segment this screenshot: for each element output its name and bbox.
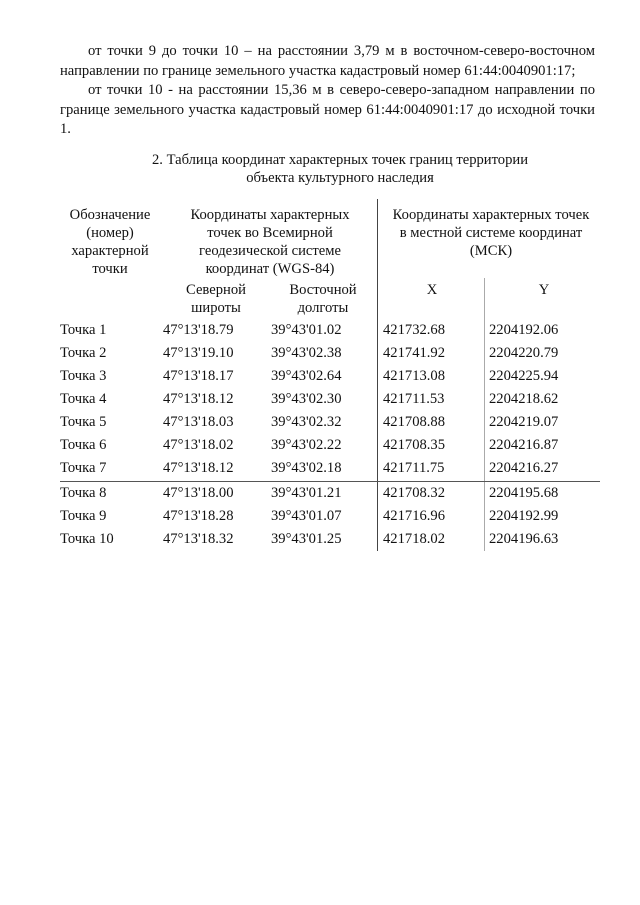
header-text: (номер): [86, 225, 134, 241]
header-text: Координаты характерных: [190, 207, 350, 223]
paragraph-line: точки 1.: [60, 101, 595, 137]
header-text: X: [426, 282, 438, 298]
paragraph-line: направлении по границе земельного участка кадастровый номер 61:44:0040901:17;: [60, 62, 576, 79]
table-row: [0, 531, 640, 554]
header-text: Восточной: [289, 282, 357, 298]
point-latitude: 47°13'18.00: [163, 485, 234, 501]
point-y: 2204220.79: [489, 345, 559, 361]
point-y: 2204192.99: [489, 508, 559, 524]
point-name: Точка 1: [60, 322, 107, 338]
point-longitude: 39°43'01.25: [271, 531, 342, 547]
point-longitude: 39°43'02.18: [271, 460, 342, 476]
table-row: [0, 368, 640, 391]
point-x: 421732.68: [383, 322, 446, 338]
point-name: Точка 4: [60, 391, 107, 407]
table-title-line: 2. Таблица координат характерных точек границ территории: [151, 152, 529, 168]
table-row: [0, 345, 640, 368]
header-msk: [380, 206, 602, 260]
point-y: 2204225.94: [489, 368, 559, 384]
point-longitude: 39°43'01.02: [271, 322, 342, 338]
point-x: 421711.75: [383, 460, 445, 476]
header-text: Координаты характерных точек: [392, 207, 590, 223]
point-x: 421708.32: [383, 485, 446, 501]
header-x: [380, 281, 484, 299]
point-latitude: 47°13'18.28: [163, 508, 234, 524]
header-text: геодезической системе: [199, 243, 341, 259]
header-text: долготы: [297, 300, 349, 316]
paragraph-line: границе земельного участка кадастровый номер 61:44:0040901:17 до исходной: [60, 101, 556, 118]
header-text: Северной: [186, 282, 246, 298]
header-latitude: [170, 281, 262, 317]
header-text: Y: [538, 282, 550, 298]
point-y: 2204192.06: [489, 322, 559, 338]
point-y: 2204216.27: [489, 460, 559, 476]
point-longitude: 39°43'02.64: [271, 368, 342, 384]
point-x: 421708.88: [383, 414, 446, 430]
table-row: [0, 485, 640, 508]
point-latitude: 47°13'18.79: [163, 322, 234, 338]
table-title-line: объекта культурного наследия: [246, 170, 434, 186]
header-y: [486, 281, 602, 299]
point-x: 421708.35: [383, 437, 446, 453]
header-longitude: [276, 281, 370, 317]
point-name: Точка 7: [60, 460, 107, 476]
point-name: Точка 8: [60, 485, 107, 501]
header-text: Обозначение: [69, 207, 151, 223]
table-row: [0, 437, 640, 460]
point-y: 2204195.68: [489, 485, 559, 501]
point-longitude: 39°43'01.07: [271, 508, 342, 524]
point-longitude: 39°43'02.30: [271, 391, 342, 407]
header-text: широты: [191, 300, 241, 316]
paragraph-line: от точки 9 до точки 10 – на расстоянии 3,79 м в восточном-северо-восточном: [88, 43, 595, 59]
header-text: координат (WGS-84): [205, 261, 335, 277]
table-row: [0, 508, 640, 531]
header-text: характерной: [71, 243, 149, 259]
table-row: [0, 322, 640, 345]
point-y: 2204196.63: [489, 531, 559, 547]
point-y: 2204216.87: [489, 437, 559, 453]
header-text: точек во Всемирной: [207, 225, 333, 241]
header-designation: [52, 206, 168, 278]
header-text: точки: [92, 261, 128, 277]
point-name: Точка 9: [60, 508, 107, 524]
table-row: [0, 414, 640, 437]
point-x: 421741.92: [383, 345, 446, 361]
table-row: [0, 391, 640, 414]
header-text: (МСК): [469, 243, 513, 259]
point-name: Точка 2: [60, 345, 107, 361]
point-name: Точка 5: [60, 414, 107, 430]
point-y: 2204218.62: [489, 391, 559, 407]
header-wgs84: [170, 206, 370, 278]
paragraph-line: от точки 10 - на расстоянии 15,36 м в северо-северо-западном направлении по: [88, 82, 595, 98]
point-latitude: 47°13'19.10: [163, 345, 234, 361]
point-name: Точка 10: [60, 531, 114, 547]
point-longitude: 39°43'02.32: [271, 414, 342, 430]
header-text: в местной системе координат: [399, 225, 583, 241]
point-longitude: 39°43'01.21: [271, 485, 342, 501]
point-latitude: 47°13'18.12: [163, 460, 234, 476]
point-latitude: 47°13'18.12: [163, 391, 234, 407]
point-x: 421718.02: [383, 531, 446, 547]
point-latitude: 47°13'18.02: [163, 437, 234, 453]
point-latitude: 47°13'18.17: [163, 368, 234, 384]
point-longitude: 39°43'02.38: [271, 345, 342, 361]
point-y: 2204219.07: [489, 414, 559, 430]
point-name: Точка 3: [60, 368, 107, 384]
point-x: 421713.08: [383, 368, 446, 384]
point-longitude: 39°43'02.22: [271, 437, 342, 453]
point-name: Точка 6: [60, 437, 107, 453]
point-latitude: 47°13'18.03: [163, 414, 234, 430]
point-x: 421716.96: [383, 508, 446, 524]
table-row: [0, 460, 640, 483]
point-latitude: 47°13'18.32: [163, 531, 234, 547]
point-x: 421711.53: [383, 391, 445, 407]
